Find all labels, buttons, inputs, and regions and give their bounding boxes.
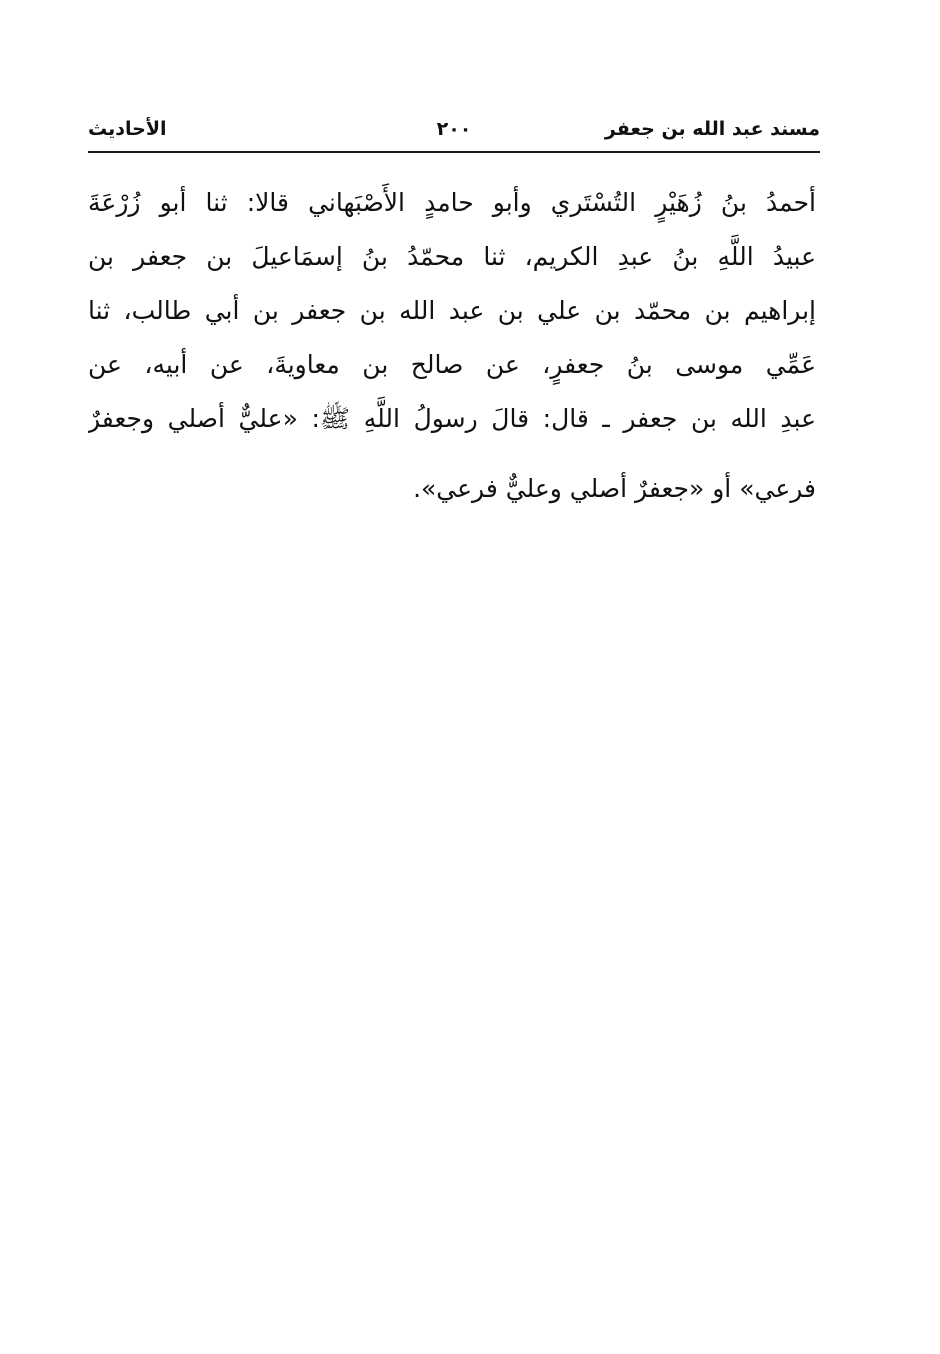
header-rule <box>88 151 820 153</box>
book-title: مسند عبد الله بن جعفر <box>604 118 820 140</box>
text-line: عبدِ الله بن جعفر ـ قال: قالَ رسولُ اللَّهِ ﷺ: «عليٌّ أصلي وجعفرٌ <box>88 404 816 433</box>
running-header <box>88 112 820 148</box>
text-line: إبراهيم بن محمّد بن علي بن عبد الله بن جعفر بن أبي طالب، ثنا <box>88 296 816 325</box>
text-line: عَمِّي موسى بنُ جعفرٍ، عن صالح بن معاويةَ، عن أبيه، عن <box>88 350 816 379</box>
hadith-text <box>88 176 816 516</box>
text-line: فرعي» أو «جعفرٌ أصلي وعليٌّ فرعي». <box>413 474 816 503</box>
text-line: عبيدُ اللَّهِ بنُ عبدِ الكريم، ثنا محمّدُ بنُ إسمَاعيلَ بن جعفر بن <box>88 242 816 271</box>
section-title: الأحاديث <box>88 118 167 140</box>
page-number: ٢٠٠ <box>436 118 472 140</box>
text-line: أحمدُ بنُ زُهَيْرٍ التُسْتَري وأبو حامدٍ الأَصْبَهاني قالا: ثنا أبو زُرْعَةَ <box>88 188 816 217</box>
